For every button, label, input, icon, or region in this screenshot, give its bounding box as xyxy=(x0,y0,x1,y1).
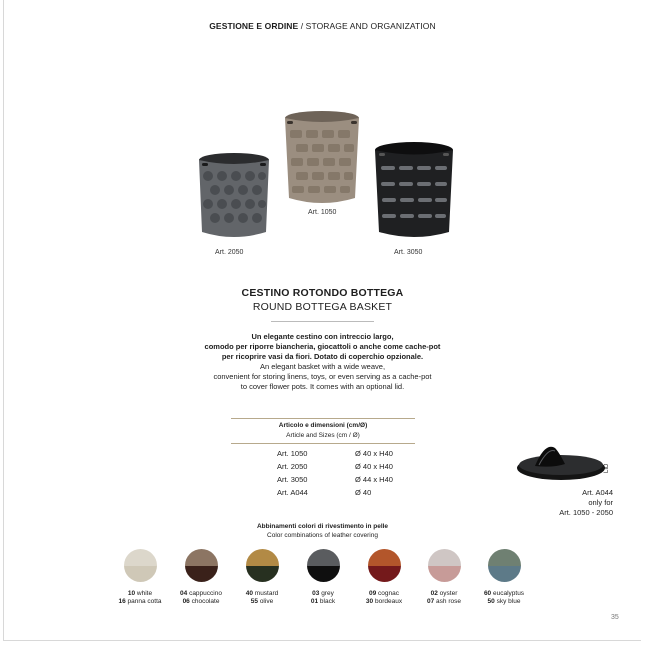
color-name: bordeaux xyxy=(373,598,403,605)
color-swatch-label xyxy=(464,590,544,606)
basket-2050-image xyxy=(196,150,272,242)
product-title xyxy=(0,287,645,313)
colors-header-en: Color combinations of leather covering xyxy=(267,532,378,539)
color-code: 30 xyxy=(365,598,374,605)
color-name: olive xyxy=(258,598,274,605)
color-code: 01 xyxy=(310,598,319,605)
table-row-size: Ø 44 x H40 xyxy=(355,475,393,484)
caption-art-3050: Art. 3050 xyxy=(394,249,423,256)
lid-caption-line-2: only for xyxy=(588,498,613,507)
product-title-it: CESTINO ROTONDO BOTTEGA xyxy=(241,287,404,299)
description-en-line-3: to cover flower pots. It comes with an optional lid. xyxy=(240,382,405,391)
color-code: 10 xyxy=(127,590,136,597)
color-name: eucalyptus xyxy=(491,590,525,597)
table-row xyxy=(277,462,393,471)
table-row-size: Ø 40 xyxy=(355,488,372,497)
color-code: 40 xyxy=(245,590,253,597)
color-code: 50 xyxy=(487,598,495,605)
color-swatch xyxy=(428,549,461,582)
lid-caption-line-3: Art. 1050 - 2050 xyxy=(559,508,613,517)
page-header xyxy=(0,21,645,31)
header-section: GESTIONE E ORDINE xyxy=(209,21,299,31)
table-top-rule xyxy=(231,418,415,419)
color-code: 55 xyxy=(250,598,259,605)
color-name: ash rose xyxy=(434,598,461,605)
description-en-line-1: An elegant basket with a wide weave, xyxy=(259,362,386,371)
color-code: 09 xyxy=(368,590,377,597)
color-code: 07 xyxy=(427,598,435,605)
basket-1050-image xyxy=(282,108,362,208)
description-it-line-1: Un elegante cestino con intreccio largo, xyxy=(251,332,394,341)
description-en-line-2: convenient for storing linens, toys, or even serving as a cache-pot xyxy=(213,372,432,381)
color-name: cappuccino xyxy=(187,590,222,597)
table-row-art: Art. A044 xyxy=(277,488,308,497)
table-row-art: Art. 3050 xyxy=(277,475,308,484)
color-code: 04 xyxy=(180,590,188,597)
product-title-en: ROUND BOTTEGA BASKET xyxy=(252,301,393,313)
lid-tag: LID xyxy=(604,463,610,473)
color-swatch xyxy=(368,549,401,582)
colors-header-it: Abbinamenti colori di rivestimento in pelle xyxy=(256,523,389,530)
lid-caption-line-1: Art. A044 xyxy=(582,488,613,497)
title-divider xyxy=(271,321,374,322)
color-name: chocolate xyxy=(189,598,220,605)
color-name: oyster xyxy=(437,590,458,597)
lid-caption xyxy=(540,488,613,518)
color-swatch xyxy=(488,549,521,582)
color-swatch xyxy=(124,549,157,582)
color-code: 16 xyxy=(118,598,126,605)
table-header-en: Article and Sizes (cm / Ø) xyxy=(286,432,360,439)
color-name: cognac xyxy=(376,590,399,597)
caption-art-1050: Art. 1050 xyxy=(308,209,337,216)
table-header-rule xyxy=(231,443,415,444)
color-name: black xyxy=(318,598,336,605)
description-it-line-2: comodo per riporre biancheria, giocattoli o anche come cache-pot xyxy=(204,342,441,351)
color-code: 60 xyxy=(483,590,492,597)
color-name: sky blue xyxy=(494,598,521,605)
color-code: 03 xyxy=(312,590,320,597)
table-header-it: Articolo e dimensioni (cm/Ø) xyxy=(278,422,368,429)
color-code: 02 xyxy=(430,590,438,597)
header-subsection: / STORAGE AND ORGANIZATION xyxy=(298,21,436,31)
color-swatch xyxy=(307,549,340,582)
table-row-art: Art. 1050 xyxy=(277,449,308,458)
table-row-size: Ø 40 x H40 xyxy=(355,449,393,458)
table-row-art: Art. 2050 xyxy=(277,462,308,471)
color-name: mustard xyxy=(252,590,279,597)
color-name: grey xyxy=(319,590,334,597)
color-swatch xyxy=(185,549,218,582)
table-row-size: Ø 40 x H40 xyxy=(355,462,393,471)
description-it-line-3: per ricoprire vasi da fiori. Dotato di coperchio opzionale. xyxy=(221,352,424,361)
product-description xyxy=(0,332,645,392)
lid-a044-image xyxy=(515,440,607,486)
page-number: 35 xyxy=(611,614,619,621)
caption-art-2050: Art. 2050 xyxy=(215,249,244,256)
color-code: 06 xyxy=(182,598,190,605)
basket-3050-image xyxy=(372,140,456,242)
table-row xyxy=(277,475,393,484)
color-name: panna cotta xyxy=(125,598,162,605)
table-row xyxy=(277,449,393,458)
table-row xyxy=(277,488,371,497)
color-swatch xyxy=(246,549,279,582)
color-name: white xyxy=(135,590,153,597)
